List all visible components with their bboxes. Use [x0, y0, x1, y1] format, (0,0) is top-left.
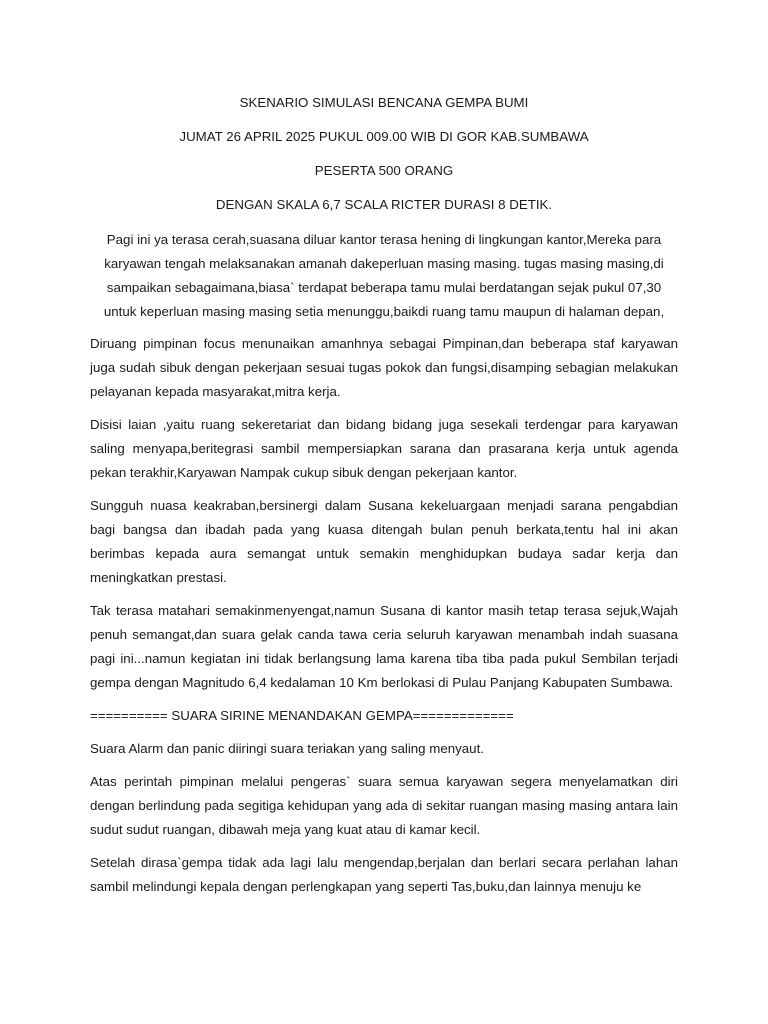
paragraph-morning: Pagi ini ya terasa cerah,suasana diluar kantor terasa hening di lingkungan kantor,Mereka para karyawan tengah melaksanakan amanah dakeperluan masing masing. tugas masing masing,di sampaikan sebagaimana,biasa` terdapat beberapa tamu mulai berdatangan sejak pukul 07,30 untuk keperluan masing masing setia menunggu,baikdi ruang tamu maupun di halaman depan, [103, 232, 665, 319]
siren-line: ========== SUARA SIRINE MENANDAKAN GEMPA============= [90, 708, 514, 723]
participants-line: PESERTA 500 ORANG [314, 163, 454, 178]
paragraph-after-quake: Setelah dirasa`gempa tidak ada lagi lalu mengendap,berjalan dan berlari secara perlahan lahan sambil melindungi kepala dengan perlengkapan yang seperti Tas,buku,dan lainnya menuju ke [90, 855, 678, 894]
scale-line: DENGAN SKALA 6,7 SCALA RICTER DURASI 8 DETIK. [215, 197, 553, 212]
paragraph-earthquake-onset: Tak terasa matahari semakinmenyengat,namun Susana di kantor masih tetap terasa sejuk,Wajah penuh semangat,dan suara gelak canda tawa ceria seluruh karyawan menambah indah suasana pagi ini...namun kegiatan ini tidak berlangsung lama karena tiba tiba pada pukul Sembilan terjadi gempa dengan Magnitudo 6,4 kedalaman 10 Km berlokasi di Pulau Panjang Kabupaten Sumbawa. [90, 603, 678, 690]
paragraph-evacuation-order: Atas perintah pimpinan melalui pengeras` suara semua karyawan segera menyelamatkan diri dengan berlindung pada segitiga kehidupan yang ada di sekitar ruangan masing masing antara lain sudut sudut ruangan, dibawah meja yang kuat atau di kamar kecil. [90, 774, 678, 837]
document-title: SKENARIO SIMULASI BENCANA GEMPA BUMI [239, 95, 529, 110]
paragraph-secretariat: Disisi laian ,yaitu ruang sekeretariat dan bidang bidang juga sesekali terdengar para karyawan saling menyapa,beritegrasi sambil mempersiapkan sarana dan prasarana kerja untuk agenda pekan terakhir,Karyawan Nampak cukup sibuk dengan pekerjaan kantor. [90, 417, 678, 480]
event-date-line: JUMAT 26 APRIL 2025 PUKUL 009.00 WIB DI GOR KAB.SUMBAWA [179, 129, 589, 144]
paragraph-leader-room: Diruang pimpinan focus menunaikan amanhnya sebagai Pimpinan,dan beberapa staf karyawan juga sudah sibuk dengan pekerjaan sesuai tugas pokok dan fungsi,disamping sebagian melakukan pelayanan kepada masyarakat,mitra kerja. [90, 336, 678, 399]
paragraph-alarm: Suara Alarm dan panic diiringi suara teriakan yang saling menyaut. [90, 741, 484, 756]
paragraph-togetherness: Sungguh nuasa keakraban,bersinergi dalam Susana kekeluargaan menjadi sarana pengabdian bagi bangsa dan ibadah pada yang kuasa ditengah bulan penuh berkata,tentu hal ini akan berimbas kepada aura semangat untuk semakin menghidupkan budaya sadar kerja dan meningkatkan prestasi. [90, 498, 678, 585]
